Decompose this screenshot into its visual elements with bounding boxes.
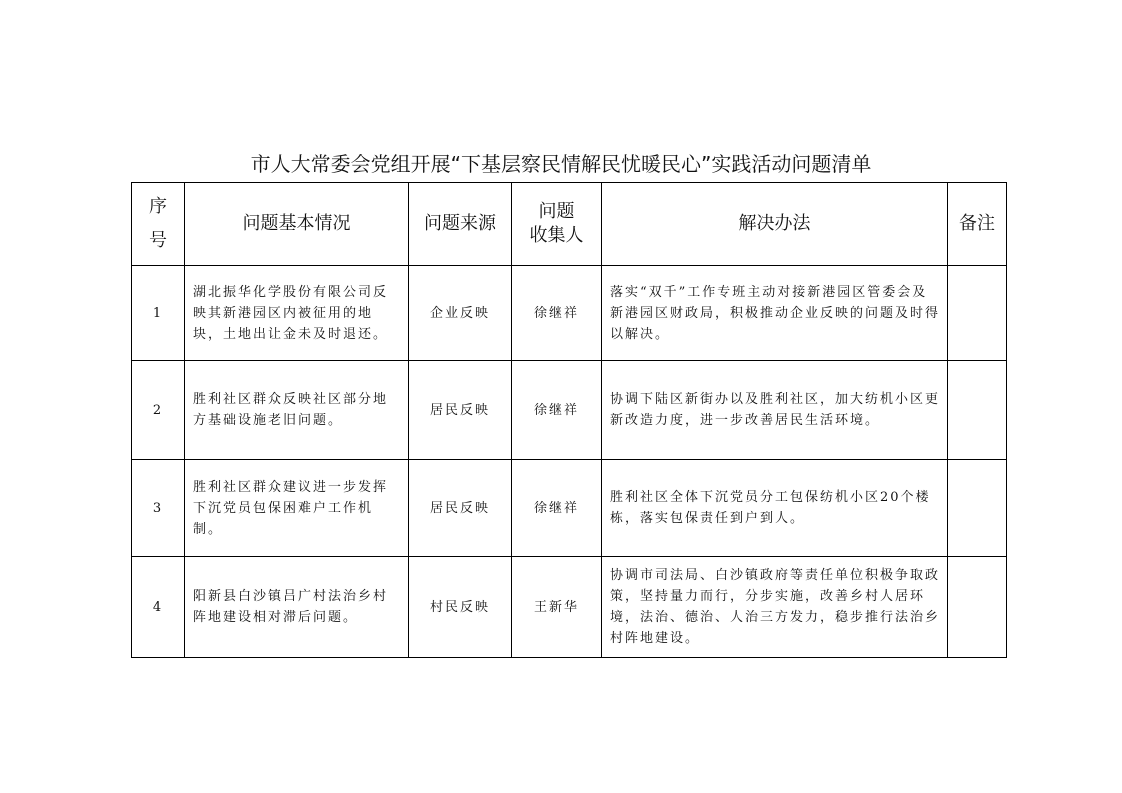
cell-seq: 4 — [132, 557, 185, 658]
cell-remark — [948, 460, 1007, 557]
cell-issue: 胜利社区群众反映社区部分地方基础设施老旧问题。 — [185, 361, 409, 460]
cell-solution: 落实“双千”工作专班主动对接新港园区管委会及新港园区财政局，积极推动企业反映的问题及时得以解决。 — [602, 266, 948, 361]
header-remark: 备注 — [948, 183, 1007, 266]
cell-remark — [948, 557, 1007, 658]
table-row — [132, 557, 1007, 658]
issue-table — [131, 182, 1007, 658]
cell-seq: 1 — [132, 266, 185, 361]
cell-solution: 胜利社区全体下沉党员分工包保纺机小区20个楼栋，落实包保责任到户到人。 — [602, 460, 948, 557]
cell-solution: 协调下陆区新街办以及胜利社区，加大纺机小区更新改造力度，进一步改善居民生活环境。 — [602, 361, 948, 460]
cell-collector: 徐继祥 — [512, 361, 602, 460]
cell-collector: 王新华 — [512, 557, 602, 658]
cell-source: 居民反映 — [409, 361, 512, 460]
cell-issue: 湖北振华化学股份有限公司反映其新港园区内被征用的地块，土地出让金未及时退还。 — [185, 266, 409, 361]
table-row — [132, 460, 1007, 557]
header-collector-line2: 收集人 — [529, 225, 584, 246]
header-seq — [132, 183, 185, 266]
table-header-row — [132, 183, 1007, 266]
table-row — [132, 361, 1007, 460]
cell-remark — [948, 361, 1007, 460]
header-solution: 解决办法 — [602, 183, 948, 266]
cell-seq: 3 — [132, 460, 185, 557]
cell-issue: 阳新县白沙镇吕广村法治乡村阵地建设相对滞后问题。 — [185, 557, 409, 658]
cell-source: 居民反映 — [409, 460, 512, 557]
header-collector-line1: 问题 — [538, 201, 575, 222]
header-collector — [512, 183, 602, 266]
cell-source: 村民反映 — [409, 557, 512, 658]
header-seq-line1: 序 — [149, 196, 167, 217]
header-seq-line2: 号 — [149, 230, 167, 251]
cell-issue: 胜利社区群众建议进一步发挥下沉党员包保困难户工作机制。 — [185, 460, 409, 557]
header-issue: 问题基本情况 — [185, 183, 409, 266]
cell-seq: 2 — [132, 361, 185, 460]
header-source: 问题来源 — [409, 183, 512, 266]
cell-collector: 徐继祥 — [512, 266, 602, 361]
cell-solution: 协调市司法局、白沙镇政府等责任单位积极争取政策，坚持量力而行，分步实施，改善乡村人居环境，法治、德治、人治三方发力，稳步推行法治乡村阵地建设。 — [602, 557, 948, 658]
cell-source: 企业反映 — [409, 266, 512, 361]
cell-collector: 徐继祥 — [512, 460, 602, 557]
table-row — [132, 266, 1007, 361]
cell-remark — [948, 266, 1007, 361]
document-title: 市人大常委会党组开展“下基层察民情解民忧暖民心”实践活动问题清单 — [250, 152, 872, 176]
